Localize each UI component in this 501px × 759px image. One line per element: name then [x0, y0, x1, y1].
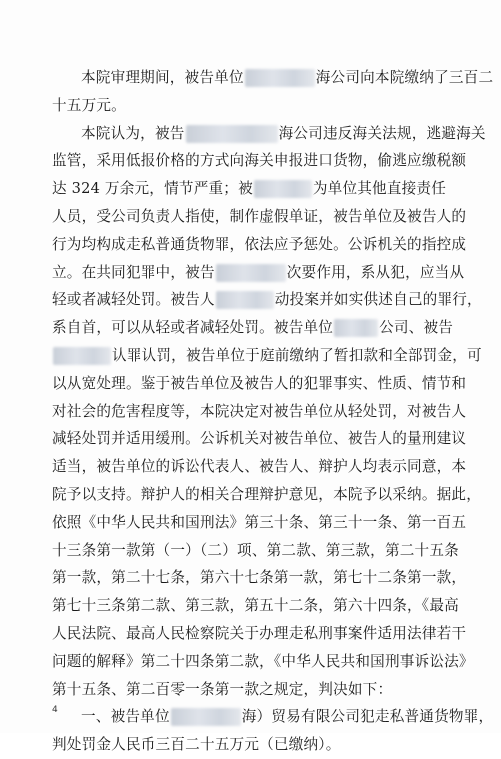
- text-segment: 减轻处罚并适用缓刑。公诉机关对被告单位、被告人的量刑建议: [52, 430, 467, 448]
- text-line: [52, 398, 467, 426]
- text-segment: 人民法院、最高人民检察院关于办理走私刑事案件适用法律若干: [52, 624, 467, 642]
- text-line: [52, 425, 467, 453]
- text-line: [52, 509, 467, 537]
- text-segment: 系自首，可以从轻或者减轻处罚。被告单位: [52, 319, 334, 337]
- text-segment: 认罪认罚，被告单位于庭前缴纳了暂扣款和全部罚金，可: [112, 346, 482, 364]
- text-segment: 适当，被告单位的诉讼代表人、被告人、辩护人均表示同意，本: [52, 458, 467, 476]
- text-segment: 公司、被告: [379, 319, 454, 337]
- text-line: [52, 648, 474, 676]
- text-line: [52, 175, 454, 203]
- text-segment: 第十五条、第二百零一条第一款之规定，判决如下：: [52, 680, 393, 698]
- text-line: [52, 314, 454, 342]
- text-line: [52, 592, 459, 620]
- text-line: [52, 731, 454, 759]
- text-segment: 本院认为，被告: [81, 124, 185, 142]
- redaction-blur: [186, 125, 278, 143]
- text-segment: 行为均构成走私普通货物罪，依法应予惩处。公诉机关的指控成: [52, 235, 467, 253]
- text-line: [52, 286, 482, 314]
- redaction-blur: [53, 347, 111, 365]
- text-line: [52, 259, 465, 287]
- redaction-blur: [171, 708, 241, 726]
- text-line: [52, 203, 467, 231]
- text-segment: 为单位其他直接责任: [312, 180, 447, 198]
- text-line: [52, 703, 494, 731]
- text-segment: 海）贸易有限公司犯走私普通货物罪，: [241, 708, 494, 726]
- text-segment: 本院审理期间，被告单位: [81, 69, 244, 86]
- text-segment: 海公司违反海关法规，逃避海关: [278, 124, 486, 142]
- text-segment: 院予以支持。辩护人的相关合理辩护意见，本院予以采纳。据此，: [52, 485, 482, 503]
- redaction-blur: [216, 291, 274, 309]
- text-segment: 轻或者减轻处罚。被告人: [52, 291, 215, 309]
- text-line: [52, 147, 467, 175]
- text-line: [52, 92, 454, 120]
- text-segment: 次要作用，系从犯，应当从: [286, 263, 465, 281]
- text-line: [52, 120, 486, 148]
- redaction-blur: [216, 264, 286, 282]
- text-line: [52, 481, 482, 509]
- text-line: [52, 342, 482, 370]
- redaction-blur: [254, 180, 312, 198]
- text-line: [52, 370, 467, 398]
- text-segment: 十三条第一款第（一）（二）项、第二款、第三款，第二十五条: [52, 541, 459, 559]
- text-segment: 动投案并如实供述自己的罪行，: [274, 291, 482, 309]
- text-segment: 十五万元。: [52, 96, 126, 114]
- redaction-blur: [334, 319, 378, 337]
- redaction-blur: [245, 69, 315, 87]
- text-line: [52, 453, 467, 481]
- text-line: [52, 231, 467, 259]
- text-segment: 立。在共同犯罪中，被告: [52, 263, 215, 281]
- text-line: [52, 620, 467, 648]
- judgment-text-body: [52, 64, 494, 759]
- text-segment: 监管，采用低报价格的方式向海关申报进口货物，偷逃应缴税额: [52, 152, 467, 170]
- text-segment: 判处罚金人民币三百二十五万元（已缴纳）。: [52, 736, 341, 754]
- text-segment: 一、被告单位: [81, 708, 170, 726]
- text-segment: 对社会的危害程度等，本院决定对被告单位从轻处罚，对被告人: [52, 402, 467, 420]
- text-line: [52, 676, 454, 704]
- text-segment: 第一款，第二十七条，第六十七条第一款，第七十二条第一款，: [52, 569, 467, 587]
- text-segment: 以从宽处理。鉴于被告单位及被告人的犯罪事实、性质、情节和: [52, 374, 467, 392]
- text-line: [52, 537, 459, 565]
- text-segment: 第七十三条第二款、第三款，第五十二条，第六十四条，《最高: [52, 597, 459, 615]
- text-segment: 海公司向本院缴纳了三百二: [315, 69, 494, 86]
- text-segment: 问题的解释》第二十四条第二款，《中华人民共和国刑事诉讼法》: [52, 652, 474, 670]
- text-segment: 人员，受公司负责人指使，制作虚假单证，被告单位及被告人的: [52, 207, 467, 225]
- text-line: [52, 564, 467, 592]
- text-line: [52, 64, 494, 92]
- text-segment: 依照《中华人民共和国刑法》第三十条、第三十一条、第一百五: [52, 513, 467, 531]
- page-number: 4: [52, 705, 58, 715]
- text-segment: 达 324 万余元，情节严重；被: [52, 180, 253, 198]
